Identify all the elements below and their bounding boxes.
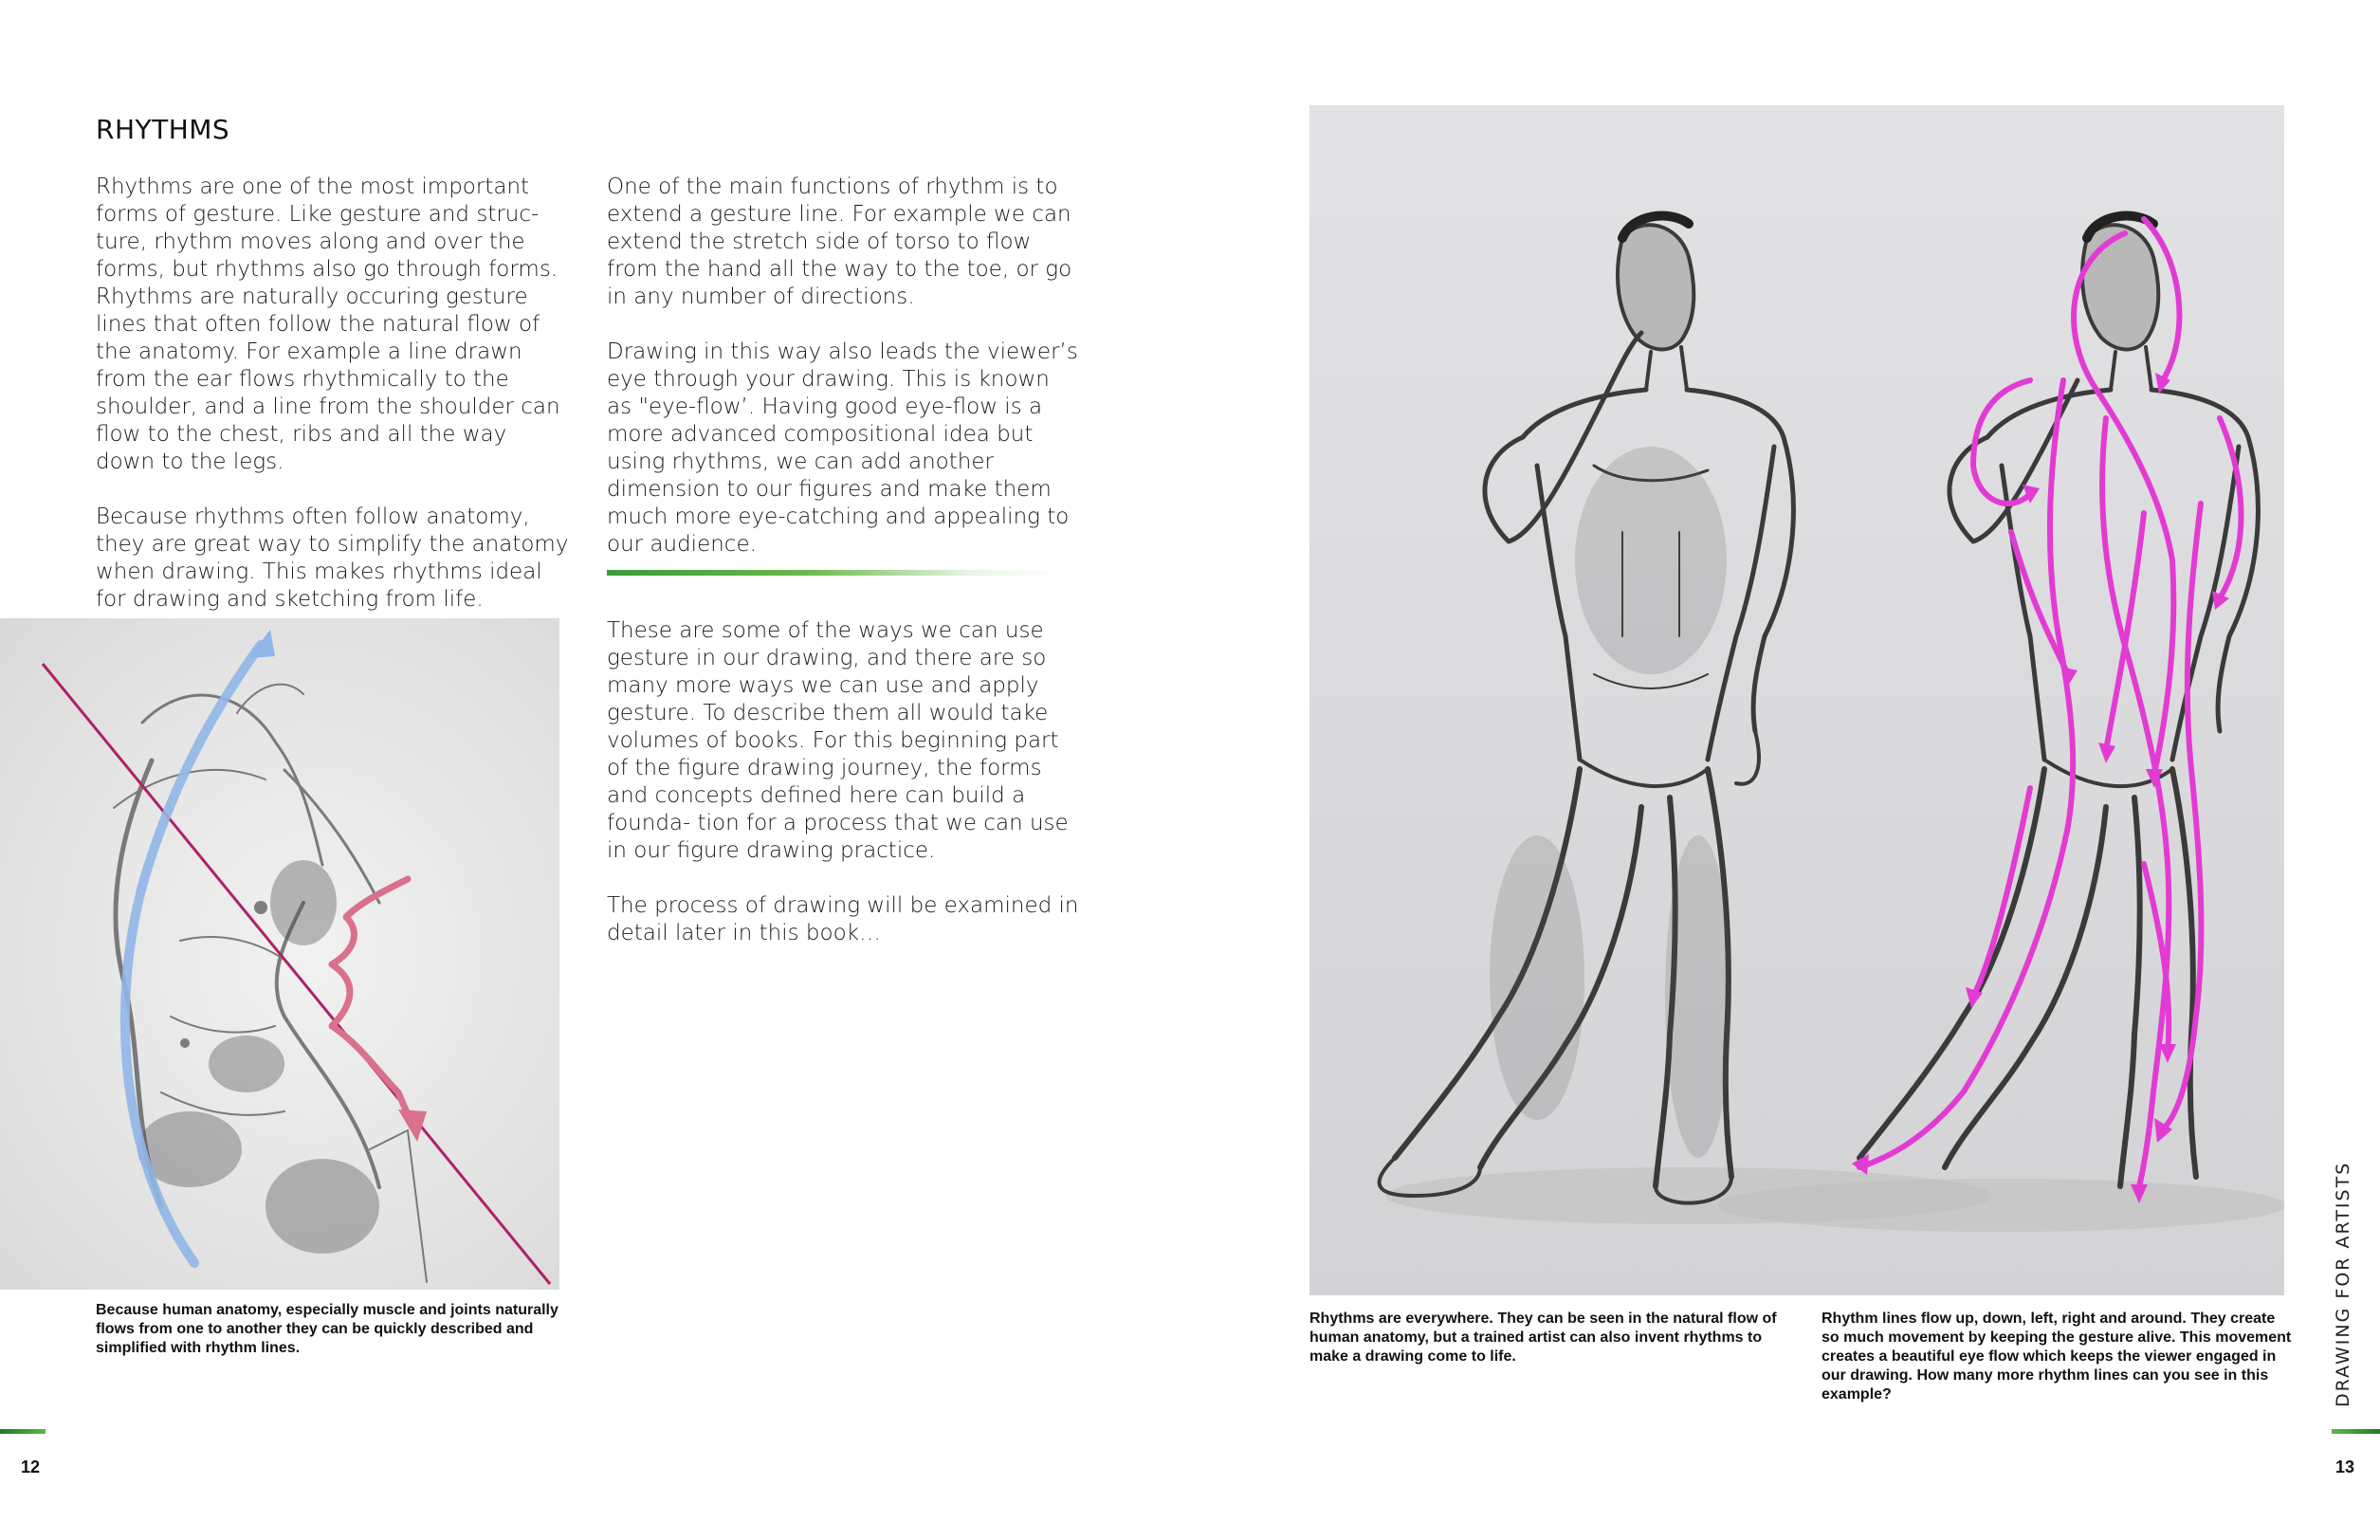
caption-figure-left: Rhythms are everywhere. They can be seen in the natural flow of human anatomy, but a trained artist can also invent rhythms to make a drawing come to life.	[1309, 1311, 1777, 1365]
paragraph: Drawing in this way also leads the viewer’s eye through your drawing. This is known as "eye-flow’. Having good eye-flow is a more advanced compositional idea but using rhythms, we can add another dimension to our figures and make them much more eye-catching and appealing to our audience.	[607, 339, 1078, 557]
caption-left-figure: Because human anatomy, especially muscle and joints naturally flows from one to another they can be quickly described and simplified with rhythm lines.	[96, 1302, 558, 1356]
page-tab-left	[0, 1429, 46, 1434]
section-heading: RHYTHMS	[96, 114, 230, 145]
text-column-1	[96, 174, 570, 641]
page-number-left: 12	[21, 1458, 41, 1476]
paragraph: These are some of the ways we can use gesture in our drawing, and there are so many more ways we can use and apply gesture. To describe them all would take volumes of books. For this beginning part of the figure drawing journey, the forms and concepts defined here can build a founda- tion for a process that we can use in our figure drawing practice.	[607, 618, 1069, 863]
figure-drawing-illustration	[1309, 105, 2284, 1295]
paragraph: Rhythms are one of the most important forms of gesture. Like gesture and struc- ture, rhythm moves along and over the forms, but rhythms also go through forms. Rhythms are naturally occuring gesture lines that often follow the natural flow of the anatomy. For example a line drawn from the ear flows rhythmically to the shoulder, and a line from the shoulder can flow to the chest, ribs and all the way down to the legs.	[96, 174, 560, 474]
text-column-2	[607, 174, 1081, 586]
paragraph: Because rhythms often follow anatomy, they are great way to simplify the anatomy when drawing. This makes rhythms ideal for drawing and sketching from life.	[96, 504, 569, 612]
torso-sketch-illustration	[0, 618, 559, 1290]
green-divider	[607, 570, 1062, 576]
paragraph: One of the main functions of rhythm is to extend a gesture line. For example we can extend the stretch side of torso to flow from the hand all the way to the toe, or go in any number of directions.	[607, 174, 1072, 309]
running-head	[2325, 1161, 2363, 1413]
page-tab-right	[2332, 1429, 2380, 1434]
text-column-2-lower	[607, 617, 1081, 975]
caption-figure-right: Rhythm lines flow up, down, left, right and around. They create so much movement by keeping the gesture alive. This movement creates a beautiful eye flow which keeps the viewer engaged in our drawing. How many more rhythm lines can you see in this example?	[1822, 1311, 2292, 1402]
paragraph: The process of drawing will be examined in detail later in this book…	[607, 893, 1079, 945]
running-head-text: DRAWING FOR ARTISTS	[2333, 1161, 2353, 1407]
page-number-right: 13	[2335, 1458, 2355, 1476]
